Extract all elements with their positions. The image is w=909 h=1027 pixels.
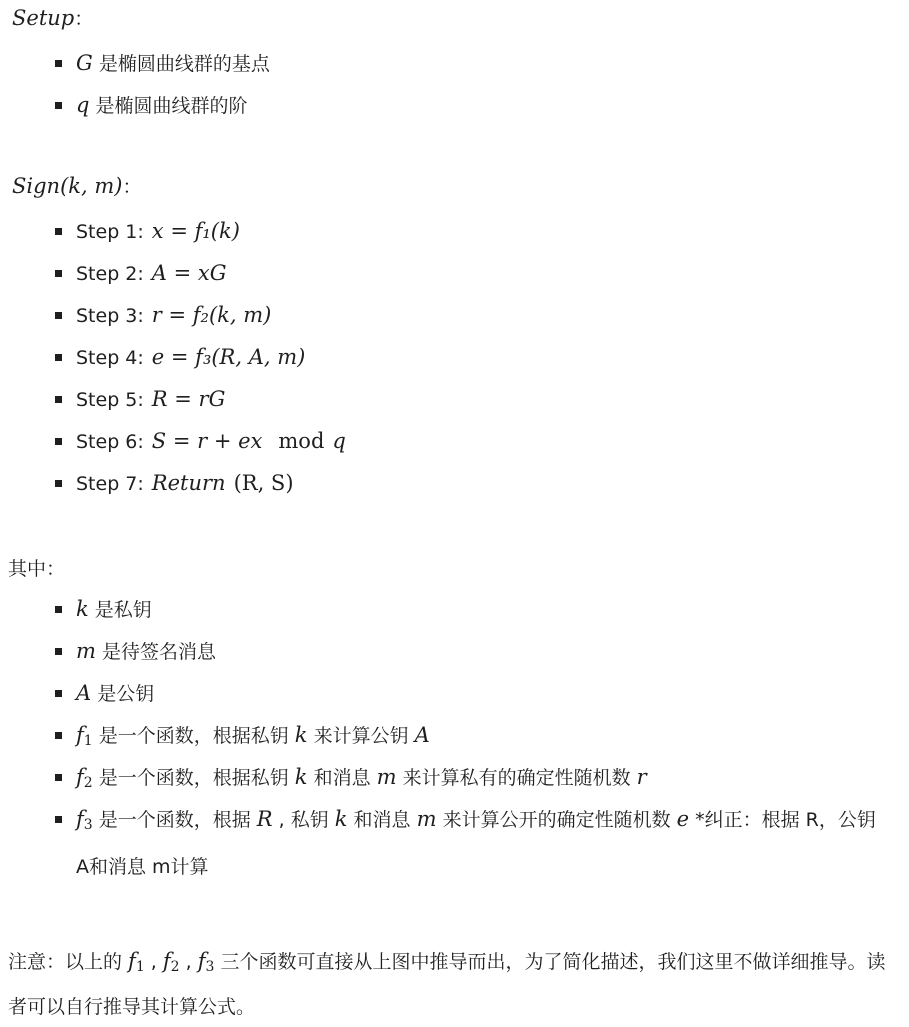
step-formula-tuple: (R, S) [233,471,294,495]
math-symbol: m [416,807,437,831]
math-symbol: $f_2$ [162,949,180,975]
math-symbol: A [414,723,430,747]
definition-item [0,714,909,756]
step-item [0,210,909,252]
item-text: , 私钥 [272,809,335,831]
step-formula: R = rG [151,387,226,411]
item-text: 和消息 [347,809,417,831]
step-item [0,336,909,378]
note-paragraph [8,941,888,1027]
math-symbol: r [636,765,647,789]
item-text: 来计算公钥 [307,725,415,747]
math-symbol: q [76,93,90,117]
step-label: Step 1: [76,221,144,243]
bullet-icon [55,312,62,319]
note-separator: , [179,951,198,973]
math-symbol: $f_3$ [197,949,215,975]
math-symbol: k [294,723,308,747]
math-symbol: A [76,681,92,705]
bullet-icon [55,774,62,781]
setup-list [0,42,909,126]
item-text: 是私钥 [88,599,152,621]
note-suffix: 三个函数可直接从上图中推导而出，为了简化描述，我们这里不做详细推导。读者可以自行推导其计算公式。 [8,951,886,1018]
list-item [0,84,909,126]
correction-text: *纠正：根据 R，公钥 A和消息 m计算 [76,809,876,878]
setup-colon: ： [74,8,94,30]
math-symbol: e [676,807,690,831]
step-formula: Return [151,471,226,495]
definition-item [0,798,909,888]
definition-item [0,630,909,672]
note-prefix: 注意：以上的 [8,951,129,973]
step-formula: S = r + ex [151,429,263,453]
item-text: 是待签名消息 [95,641,216,663]
math-symbol: k [334,807,348,831]
step-label: Step 2: [76,263,144,285]
setup-heading [12,4,93,31]
item-text: 是椭圆曲线群的基点 [92,53,270,75]
bullet-icon [55,480,62,487]
bullet-icon [55,354,62,361]
item-text: 是公钥 [91,683,155,705]
bullet-icon [55,270,62,277]
step-item [0,294,909,336]
step-label: Step 6: [76,431,144,453]
sign-steps [0,210,909,504]
step-formula: x = f₁(k) [151,219,240,243]
step-item [0,462,909,504]
mod-operator: mod [278,429,325,453]
math-symbol: R [256,807,273,831]
step-label: Step 7: [76,473,144,495]
bullet-icon [55,606,62,613]
bullet-icon [55,102,62,109]
definition-item [0,588,909,630]
item-text: 来计算公开的确定性随机数 [436,809,677,831]
math-symbol: $f_1$ [76,723,93,749]
math-symbol: G [76,51,93,75]
step-item [0,420,909,462]
step-formula: e = f₃(R, A, m) [151,345,306,369]
item-text: 是一个函数，根据私钥 [92,767,295,789]
step-label: Step 3: [76,305,144,327]
bullet-icon [55,648,62,655]
item-text: 是一个函数，根据 [92,809,257,831]
step-formula: A = xG [151,261,227,285]
math-symbol: k [294,765,308,789]
definitions-list [0,588,909,888]
definition-item [0,672,909,714]
sign-title: Sign(k, m) [12,174,123,198]
item-text: 是椭圆曲线群的阶 [89,95,248,117]
math-symbol: $f_2$ [76,765,93,791]
bullet-icon [55,228,62,235]
list-item [0,42,909,84]
sign-colon: ： [122,176,142,198]
item-text: 来计算私有的确定性随机数 [396,767,637,789]
bullet-icon [55,438,62,445]
sign-heading [12,172,141,199]
math-symbol: m [76,639,96,663]
step-formula-modulus: q [332,429,346,453]
where-title: 其中： [8,558,66,580]
setup-title: Setup [12,6,75,30]
bullet-icon [55,816,62,823]
item-text: 和消息 [307,767,377,789]
math-symbol: m [376,765,397,789]
step-label: Step 5: [76,389,144,411]
step-item [0,378,909,420]
bullet-icon [55,690,62,697]
note-separator: , [144,951,163,973]
bullet-icon [55,60,62,67]
bullet-icon [55,396,62,403]
math-symbol: k [76,597,89,621]
math-symbol: $f_3$ [76,807,93,833]
math-symbol: $f_1$ [128,949,145,975]
item-text: 是一个函数，根据私钥 [92,725,295,747]
step-item [0,252,909,294]
step-label: Step 4: [76,347,144,369]
step-formula: r = f₂(k, m) [151,303,272,327]
definition-item [0,756,909,798]
bullet-icon [55,732,62,739]
